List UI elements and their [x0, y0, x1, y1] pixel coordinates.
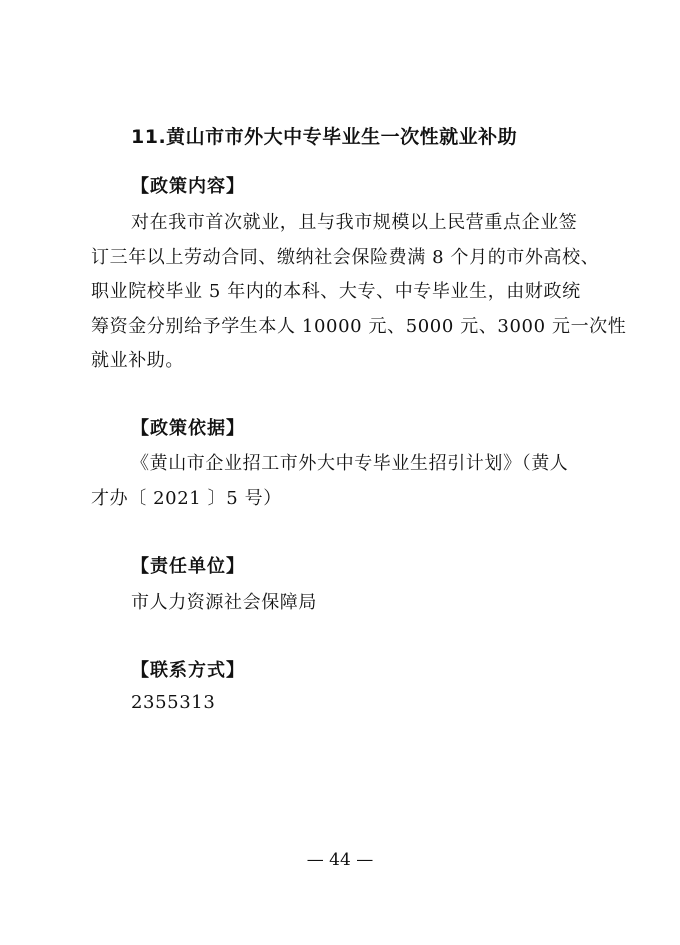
responsible-unit-value: 市人力资源社会保障局	[131, 592, 317, 613]
policy-content-line: 订三年以上劳动合同、缴纳社会保险费满 8 个月的市外高校、	[91, 247, 600, 268]
policy-basis-heading: 【政策依据】	[131, 418, 245, 439]
policy-content-line: 职业院校毕业 5 年内的本科、大专、中专毕业生，由财政统	[91, 281, 581, 302]
section-title: 11.黄山市市外大中专毕业生一次性就业补助	[131, 126, 518, 148]
policy-content-line: 筹资金分别给予学生本人 10000 元、5000 元、3000 元一次性	[91, 316, 627, 337]
policy-content-line: 就业补助。	[91, 350, 184, 371]
contact-heading: 【联系方式】	[131, 660, 245, 681]
contact-value: 2355313	[131, 692, 216, 713]
policy-content-line: 对在我市首次就业，且与我市规模以上民营重点企业签	[131, 212, 578, 233]
page-number: — 44 —	[306, 850, 374, 870]
policy-content-heading: 【政策内容】	[131, 176, 245, 197]
responsible-unit-heading: 【责任单位】	[131, 556, 245, 577]
policy-basis-line: 《黄山市企业招工市外大中专毕业生招引计划》（黄人	[131, 453, 569, 474]
policy-basis-line: 才办〔 2021 〕5 号）	[91, 488, 282, 509]
